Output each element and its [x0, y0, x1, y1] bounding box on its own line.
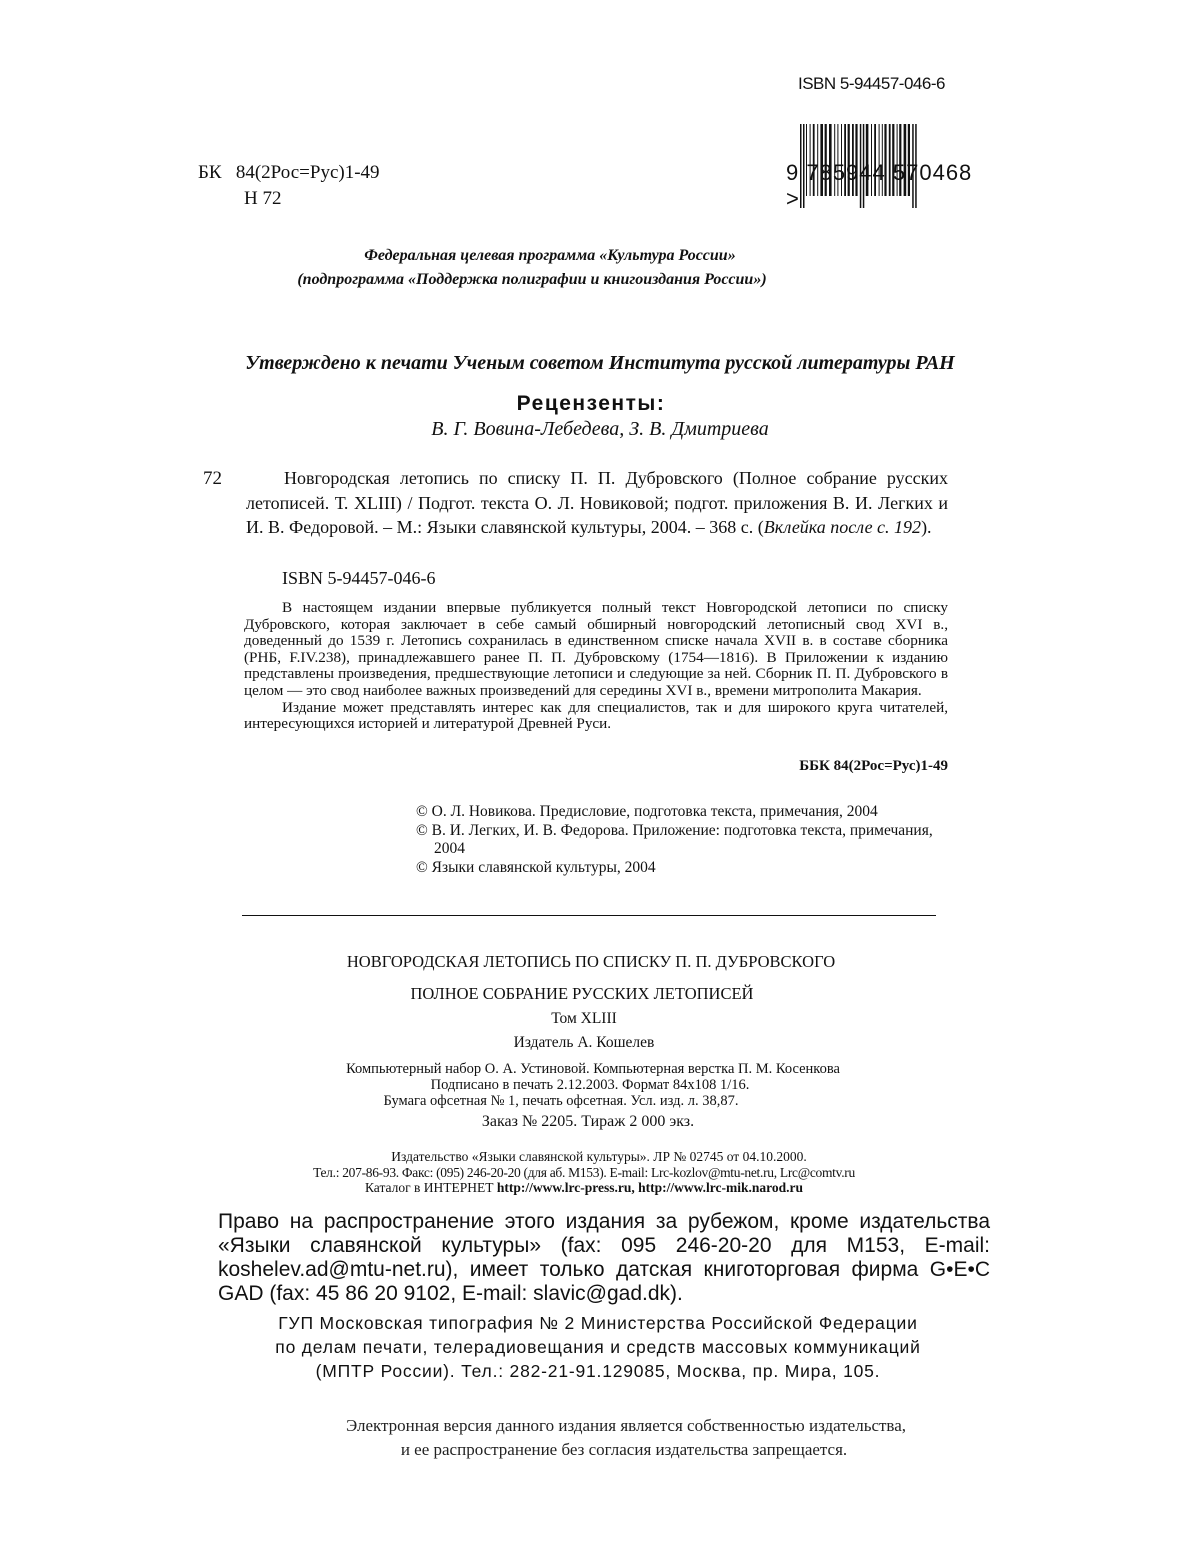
abstract-paragraph-2: Издание может представлять интерес как для специалистов, так и для широкого круга читателей, интересующихся историей и литературой Древней Руси. — [244, 698, 948, 733]
catalog-description — [246, 466, 948, 540]
catalog-number: 72 — [203, 468, 222, 489]
barcode-digits: 9 785944 570468 > — [786, 160, 973, 211]
reviewers-heading: Рецензенты: — [516, 392, 666, 415]
catalog-insert-note: Вклейка после с. 192 — [763, 517, 922, 537]
imprint-contacts: Тел.: 207-86-93. Факс: (095) 246-20-20 (для аб. М153). E-mail: Lrc-kozlov@mtu-net.ru, Lrc@comtv.ru — [313, 1165, 855, 1180]
printing-line-1: ГУП Московская типография № 2 Министерства Российской Федерации — [278, 1313, 918, 1333]
imprint-volume: Том XLIII — [551, 1010, 617, 1027]
abstract-bbk: ББК 84(2Рос=Рус)1-49 — [799, 758, 948, 774]
imprint-publishing-house: Издательство «Языки славянской культуры». ЛР № 02745 от 04.10.2000. — [391, 1149, 807, 1164]
imprint-order: Заказ № 2205. Тираж 2 000 экз. — [481, 1113, 695, 1130]
author-mark: Н 72 — [244, 188, 282, 209]
imprint-signed: Подписано в печать 2.12.2003. Формат 84x108 1/16. — [430, 1077, 750, 1093]
imprint-typeset: Компьютерный набор О. А. Устиновой. Компьютерная верстка П. М. Косенкова — [346, 1061, 840, 1077]
distribution-rights: Право на распространение этого издания за рубежом, кроме издательства «Языки славянской культуры» (fax: 095 246-20-20 для M153, E-mail: koshelev.ad@mtu-net.ru), имеет только датская книготорговая фирма G•E•C GAD (fax: 45 86 20 9102, E-mail: slavic@gad.dk). — [218, 1210, 990, 1305]
imprint-publisher: Издатель А. Кошелев — [513, 1034, 655, 1051]
imprint-catalog-urls: http://www.lrc-press.ru, http://www.lrc-mik.narod.ru — [496, 1180, 804, 1195]
copyright-line-2: © В. И. Легких, И. В. Федорова. Приложение: подготовка текста, примечания, 2004 — [416, 821, 933, 857]
barcode-isbn-label: ISBN 5-94457-046-6 — [798, 74, 945, 93]
printing-line-2: по делам печати, телерадиовещания и средств массовых коммуникаций — [275, 1337, 921, 1357]
imprint-title: НОВГОРОДСКАЯ ЛЕТОПИСЬ ПО СПИСКУ П. П. ДУБРОВСКОГО — [346, 952, 836, 971]
reviewers-names: В. Г. Вовина-Лебедева, З. В. Дмитриева — [431, 418, 769, 440]
imprint-catalog-line — [0, 1180, 1178, 1196]
catalog-text: Новгородская летопись по списку П. П. Дубровского (Полное собрание русских летописей. Т. XLIII) / Подгот. текста О. Л. Новиковой; подгот. приложения В. И. Легких и И. В. Федоровой. – М.: Языки славянской культуры, 2004. – 368 с. ( — [246, 468, 948, 537]
bbk-label: БК — [198, 162, 222, 183]
imprint-series: ПОЛНОЕ СОБРАНИЕ РУССКИХ ЛЕТОПИСЕЙ — [410, 984, 754, 1003]
abstract-paragraph-1: В настоящем издании впервые публикуется полный текст Новгородской летописи по списку Дубровского, которая заключает в себе самый обширный новгородский летописный свод XVI в., доведенный до 1539 г. Летопись сохранилась в единственном списке начала XVII в. в составе сборника (РНБ, F.IV.238), принадлежавшего ранее П. П. Дубровскому (1754—1816). В Приложении к изданию представлены произведения, предшествующие летописи и следующие за ней. Сборник П. П. Дубровского в целом — это свод наиболее важных произведений для середины XVI в., времени митрополита Макария. — [244, 599, 948, 699]
printing-line-3: (МПТР России). Тел.: 282-21-91.129085, Москва, пр. Мира, 105. — [315, 1361, 881, 1381]
copyright-line-3: © Языки славянской культуры, 2004 — [416, 858, 656, 876]
imprint-catalog-label: Каталог в ИНТЕРНЕТ — [364, 1180, 497, 1195]
copyright-line-1: © О. Л. Новикова. Предисловие, подготовка текста, примечания, 2004 — [416, 803, 878, 820]
bbk-code: 84(2Рос=Рус)1-49 — [235, 162, 380, 183]
imprint-paper: Бумага офсетная № 1, печать офсетная. Усл. изд. л. 38,87. — [383, 1093, 739, 1109]
isbn-barcode — [786, 74, 986, 211]
copyright-block — [416, 803, 950, 877]
catalog-text-end: ). — [921, 517, 932, 537]
program-line-1: Федеральная целевая программа «Культура России» — [364, 247, 736, 264]
approval-note: Утверждено к печати Ученым советом Института русской литературы РАН — [245, 352, 955, 374]
electronic-notice-line-1: Электронная версия данного издания является собственностью издательства, — [345, 1416, 907, 1435]
program-line-2: (подпрограмма «Поддержка полиграфии и книгоиздания России») — [297, 271, 767, 288]
catalog-isbn: ISBN 5-94457-046-6 — [282, 568, 436, 588]
abstract — [244, 600, 948, 733]
electronic-notice-line-2: и ее распространение без согласия издательства запрещается. — [400, 1440, 848, 1459]
bbk-classification — [198, 160, 380, 212]
divider-line — [242, 915, 936, 916]
